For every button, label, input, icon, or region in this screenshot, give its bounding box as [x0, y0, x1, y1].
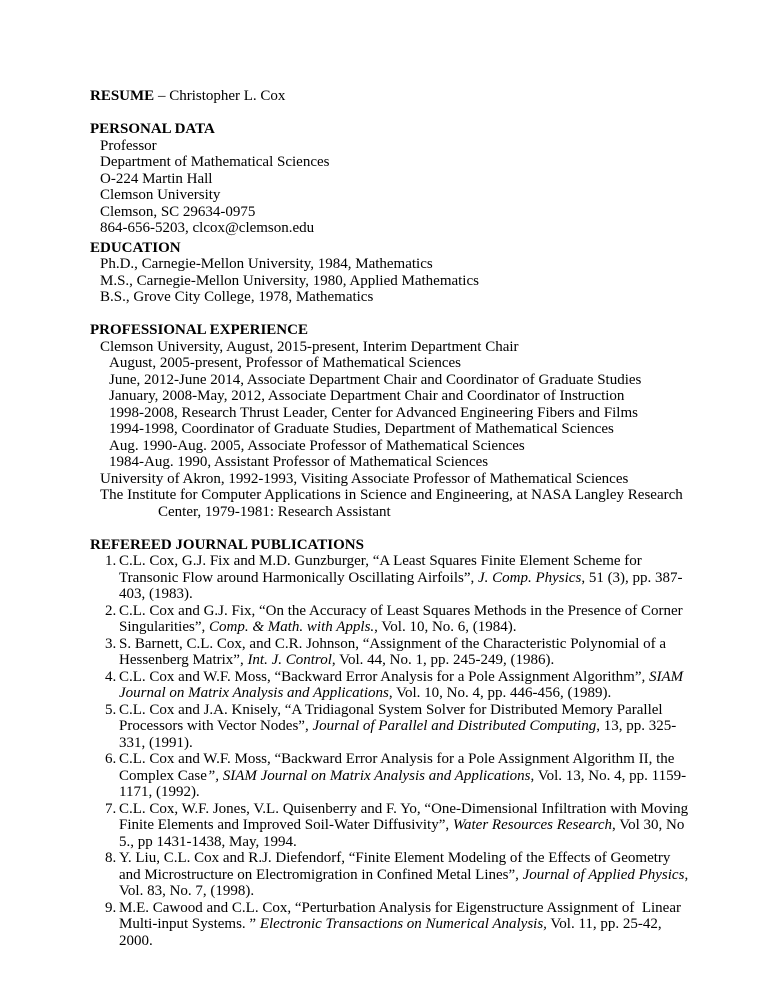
- publication-journal-name: Electronic Transactions on Numerical Analysis,: [259, 916, 547, 932]
- document-title: [90, 88, 690, 105]
- experience-line: Aug. 1990-Aug. 2005, Associate Professor of Mathematical Sciences: [109, 437, 525, 454]
- publication-item: [90, 702, 690, 752]
- publication-number: 8.: [105, 850, 117, 866]
- personal-data-line: Professor: [100, 137, 157, 154]
- publication-journal-name: ”, SIAM Journal on Matrix Analysis and Applications: [206, 767, 531, 784]
- publication-number: 9.: [105, 899, 117, 916]
- experience-line: January, 2008-May, 2012, Associate Department Chair and Coordinator of Instruction: [109, 388, 625, 404]
- publication-item: [90, 850, 690, 900]
- personal-data-lines: [90, 138, 690, 237]
- publication-number: 2.: [105, 602, 117, 619]
- experience-line: June, 2012-June 2014, Associate Department Chair and Coordinator of Graduate Studies: [109, 371, 642, 388]
- publication-text-segment: C.L. Cox and W.F. Moss, “Backward Error Analysis for a Pole Assignment Algorithm II, the Complex Case: [119, 751, 675, 784]
- experience-line: Clemson University, August, 2015-present, Interim Department Chair: [100, 338, 519, 355]
- publication-item: [90, 669, 690, 702]
- personal-data-line: Clemson, SC 29634-0975: [100, 203, 256, 220]
- personal-data-line: 864-656-5203, clcox@clemson.edu: [100, 220, 315, 236]
- publication-text: [119, 751, 686, 800]
- professional-experience-lines: [90, 339, 690, 521]
- publication-text-segment: Y. Liu, C.L. Cox and R.J. Diefendorf, “Finite Element Modeling of the Effects of Geometry and Microstructure on Electromigration in Confined Metal Lines”,: [119, 850, 671, 883]
- blank-line: [90, 105, 690, 122]
- professional-experience-heading: PROFESSIONAL EXPERIENCE: [90, 322, 308, 338]
- publication-number: 5.: [105, 701, 117, 718]
- document-title-label: RESUME: [90, 88, 155, 104]
- publication-text-segment: , Vol. 10, No. 4, pp. 446-456, (1989).: [388, 685, 612, 701]
- publication-text: [119, 850, 688, 899]
- publication-text-segment: , Vol 30, No 5., pp 1431-1438, May, 1994.: [119, 817, 685, 850]
- experience-line: University of Akron, 1992-1993, Visiting Associate Professor of Mathematical Sciences: [100, 470, 629, 487]
- publication-text: [119, 702, 676, 751]
- refereed-journal-publications-heading: REFEREED JOURNAL PUBLICATIONS: [90, 536, 364, 553]
- publication-item: [90, 603, 690, 636]
- publication-text-segment: , 51 (3), pp. 387-403, (1983).: [119, 569, 683, 602]
- publication-number: 4.: [105, 668, 117, 685]
- blank-line: [90, 520, 690, 537]
- publication-text-segment: , 13, pp. 325-331, (1991).: [119, 718, 677, 751]
- section-education: [90, 240, 690, 306]
- publication-item: [90, 801, 690, 851]
- publication-journal-name: Water Resources Research: [452, 817, 613, 833]
- publication-text: [119, 553, 683, 602]
- section-refereed-journal-publications: [90, 537, 690, 950]
- personal-data-line: Clemson University: [100, 187, 221, 203]
- section-professional-experience: [90, 322, 690, 520]
- publication-text-segment: , Vol. 10, No. 6, (1984).: [374, 619, 517, 635]
- publication-text-segment: Vol. 11, pp. 25-42, 2000.: [119, 916, 662, 949]
- publication-number: 1.: [105, 553, 117, 569]
- education-line: B.S., Grove City College, 1978, Mathematics: [100, 289, 374, 305]
- experience-line: August, 2005-present, Professor of Mathematical Sciences: [109, 355, 461, 371]
- publication-item: [90, 636, 690, 669]
- education-line: Ph.D., Carnegie-Mellon University, 1984, Mathematics: [100, 256, 433, 272]
- publication-item: [90, 751, 690, 801]
- publication-number: 6.: [105, 751, 117, 767]
- publication-text-segment: C.L. Cox and W.F. Moss, “Backward Error Analysis for a Pole Assignment Algorithm”: [119, 668, 642, 685]
- publication-list: [90, 553, 690, 949]
- experience-line: Center, 1979-1981: Research Assistant: [158, 503, 391, 520]
- publication-journal-name: Journal of Applied Physics: [522, 866, 685, 883]
- education-line: M.S., Carnegie-Mellon University, 1980, Applied Mathematics: [100, 272, 479, 289]
- publication-journal-name: Comp. & Math. with Appls.: [209, 619, 375, 635]
- publication-text-segment: , Vol. 13, No. 4, pp. 1159-1171, (1992).: [119, 767, 687, 800]
- publication-text-segment: C.L. Cox, G.J. Fix and M.D. Gunzburger, “A Least Squares Finite Element Scheme for Transonic Flow around Harmonically Oscillating Airfoils”,: [119, 553, 642, 586]
- experience-line: 1998-2008, Research Thrust Leader, Center for Advanced Engineering Fibers and Films: [109, 404, 638, 421]
- publication-item: [90, 553, 690, 603]
- experience-line: 1994-1998, Coordinator of Graduate Studies, Department of Mathematical Sciences: [109, 421, 614, 437]
- education-heading: EDUCATION: [90, 239, 181, 256]
- publication-journal-name: Int. J. Control: [247, 652, 332, 668]
- personal-data-line: O-224 Martin Hall: [100, 170, 213, 187]
- publication-text: [119, 900, 681, 949]
- experience-line: 1984-Aug. 1990, Assistant Professor of Mathematical Sciences: [109, 454, 489, 470]
- publication-number: 3.: [105, 635, 117, 652]
- publication-text-segment: C.L. Cox and G.J. Fix, “On the Accuracy of Least Squares Methods in the Presence of Corner Singularities”,: [119, 602, 683, 635]
- publication-text-segment: , Vol. 44, No. 1, pp. 245-249, (1986).: [331, 652, 555, 668]
- personal-data-heading: PERSONAL DATA: [90, 121, 215, 137]
- experience-line: The Institute for Computer Applications in Science and Engineering, at NASA Langley Research: [100, 487, 683, 503]
- document-title-name: – Christopher L. Cox: [154, 88, 286, 104]
- section-personal-data: [90, 121, 690, 237]
- publication-text: [119, 669, 683, 702]
- publication-journal-name: J. Comp. Physics: [477, 569, 582, 586]
- publication-text-segment: C.L. Cox and J.A. Knisely, “A Tridiagonal System Solver for Distributed Memory Parallel Processors with Vector Nodes”,: [119, 701, 663, 734]
- personal-data-line: Department of Mathematical Sciences: [100, 154, 330, 170]
- publication-item: [90, 900, 690, 950]
- blank-line: [90, 306, 690, 323]
- publication-journal-name: Journal of Parallel and Distributed Computing: [312, 718, 597, 734]
- publication-text: [119, 801, 688, 850]
- publication-text: [119, 636, 666, 669]
- publication-number: 7.: [105, 800, 117, 817]
- publication-text: [119, 603, 683, 636]
- education-lines: [90, 256, 690, 306]
- publication-journal-name: , SIAM Journal on Matrix Analysis and Applications: [119, 668, 684, 701]
- publication-text-segment: M.E. Cawood and C.L. Cox, “Perturbation Analysis for Eigenstructure Assignment of Linear Multi-input Systems. ”: [119, 899, 681, 932]
- publication-text-segment: , Vol. 83, No. 7, (1998).: [119, 866, 689, 899]
- publication-text-segment: S. Barnett, C.L. Cox, and C.R. Johnson, “Assignment of the Characteristic Polynomial of a Hessenberg Matrix”,: [119, 635, 667, 668]
- publication-text-segment: C.L. Cox, W.F. Jones, V.L. Quisenberry and F. Yo, “One-Dimensional Infiltration with Moving Finite Elements and Improved Soil-Water Diffusivity”,: [119, 800, 689, 833]
